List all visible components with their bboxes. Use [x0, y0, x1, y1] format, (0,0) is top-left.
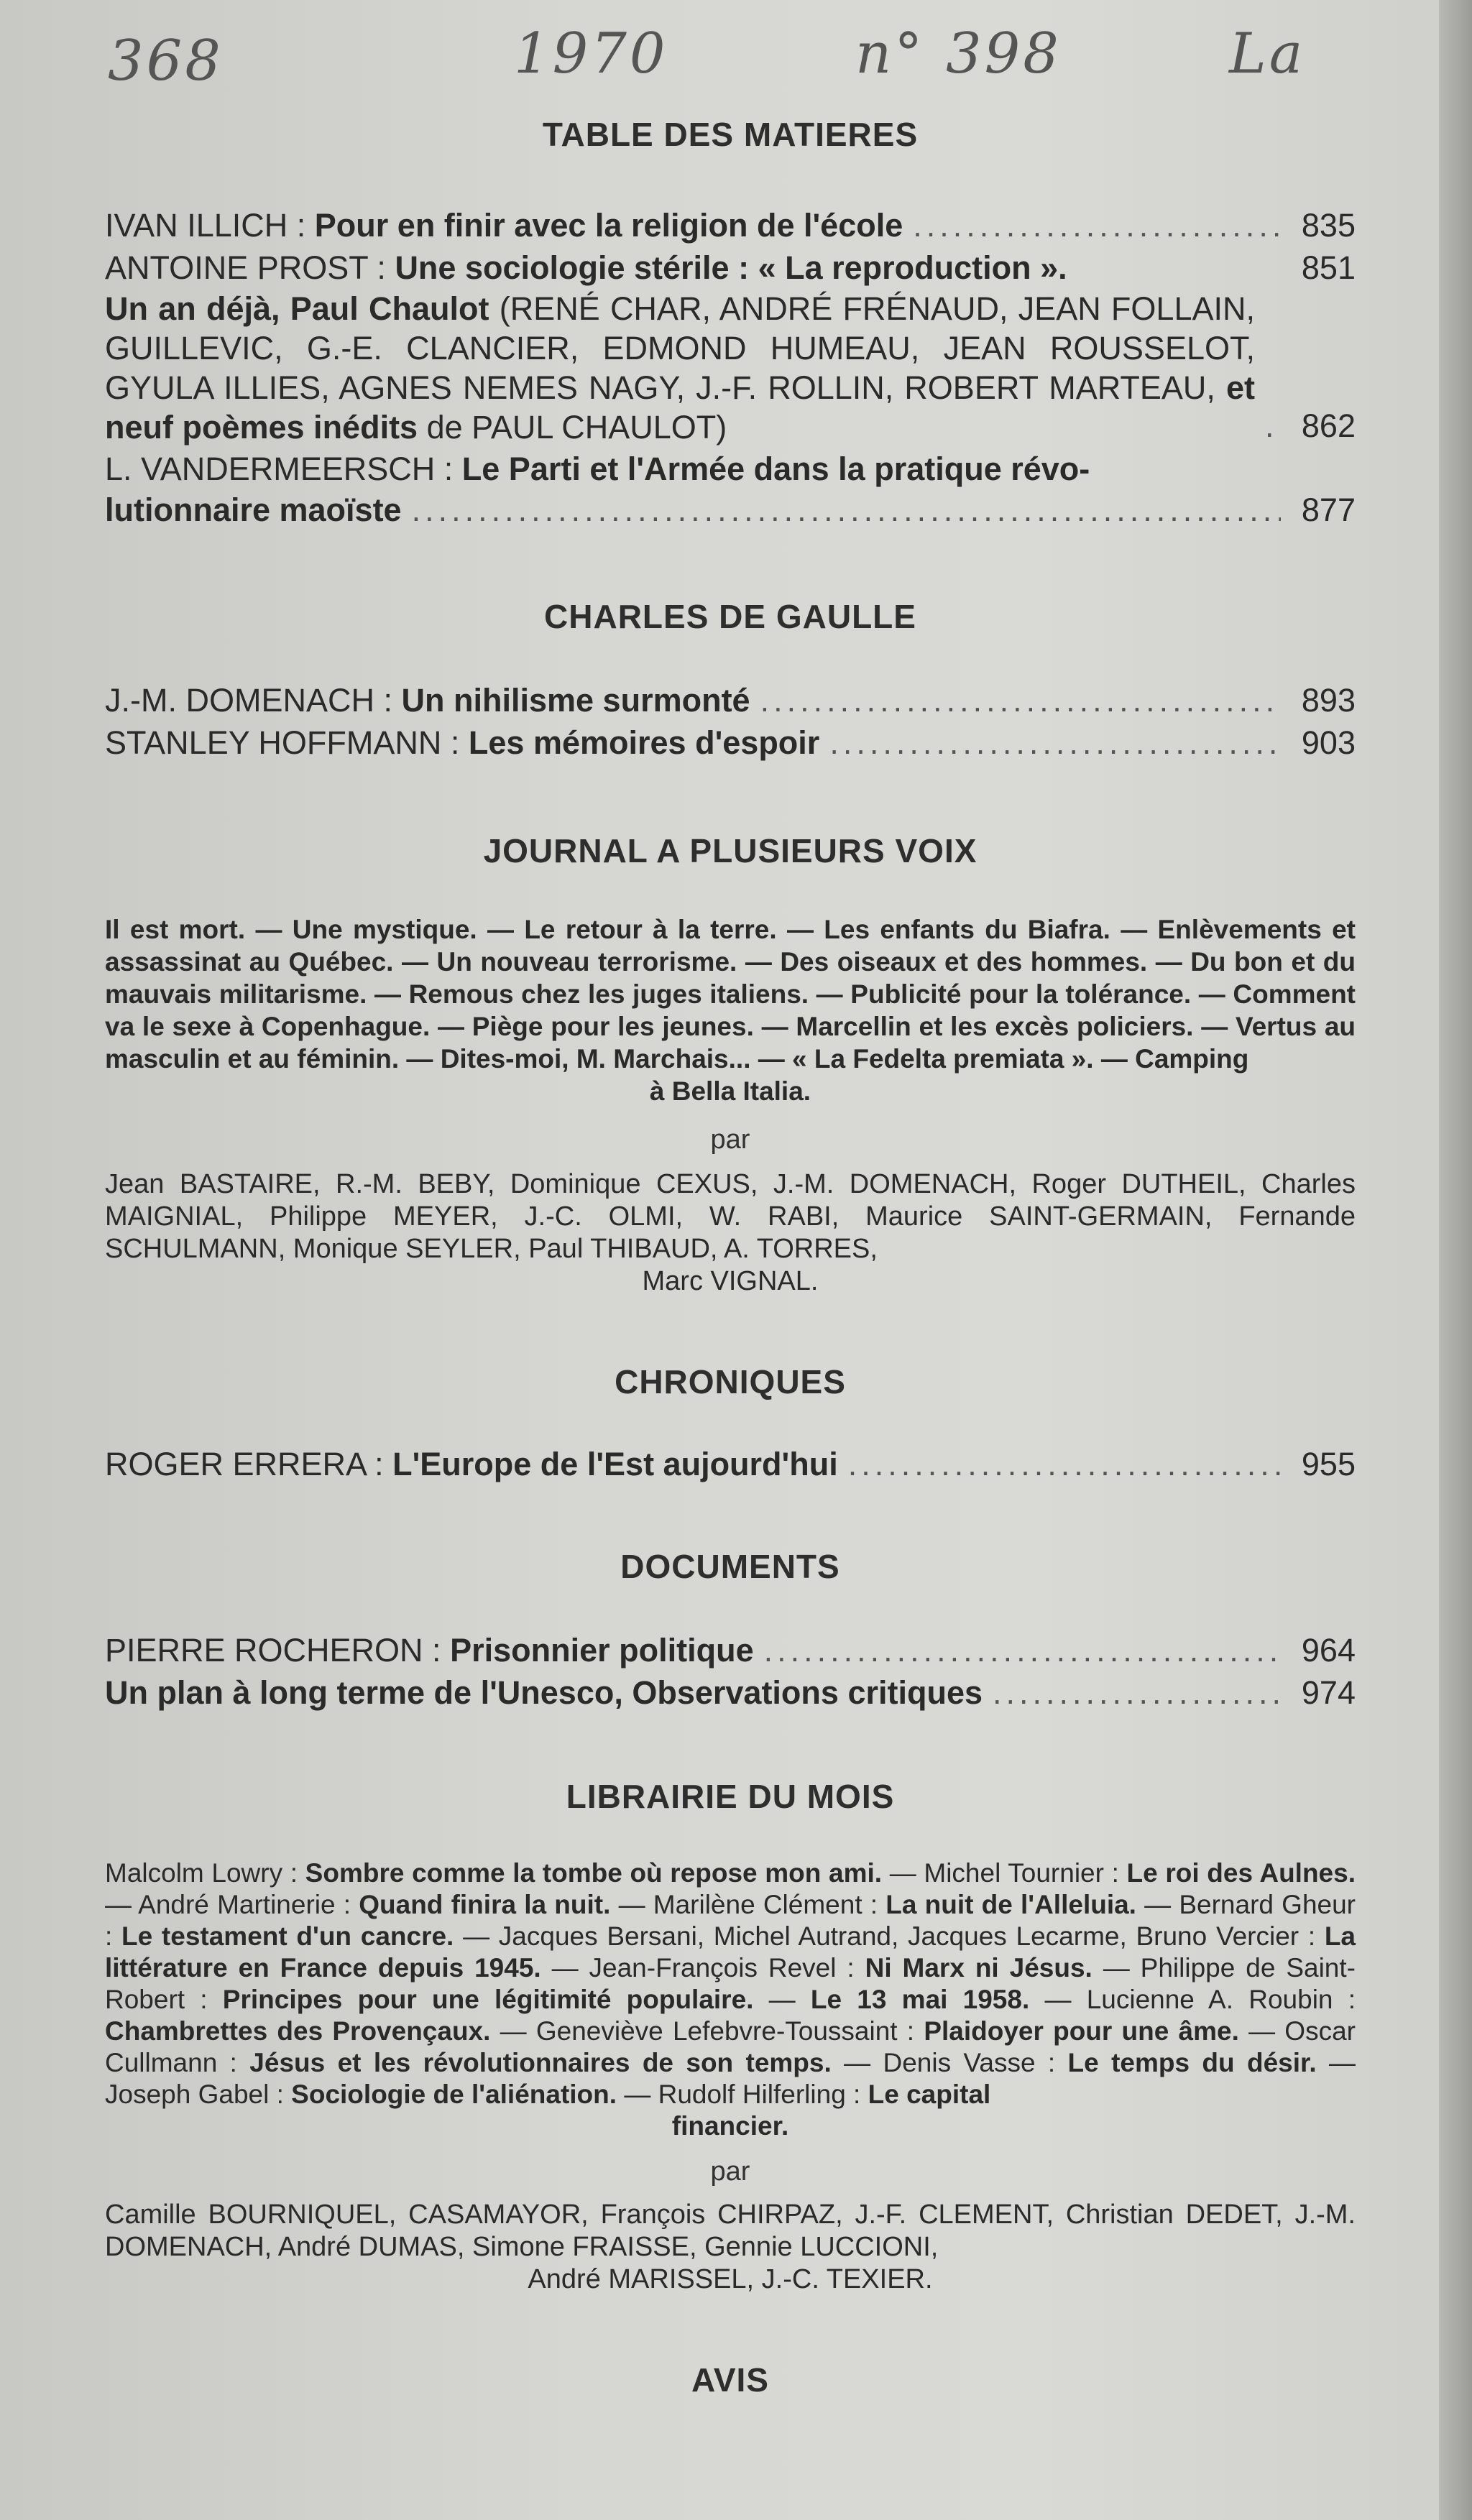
- toc-entry-vandermeersch: [105, 450, 1356, 489]
- leader-dots: [913, 204, 1281, 246]
- handwritten-number: 368: [108, 29, 224, 93]
- entry-title: Les mémoires d'espoir: [468, 724, 820, 761]
- entry-title-cont: lutionnaire maoïste: [105, 491, 402, 528]
- handwritten-issue: n° 398: [855, 22, 1062, 86]
- toc-entry-chaulot: [105, 289, 1356, 447]
- lib-title: Le roi des Aulnes.: [1126, 1858, 1356, 1888]
- section-title-gaulle: CHARLES DE GAULLE: [544, 598, 916, 635]
- lib-title: La nuit de l'Alleluia.: [886, 1890, 1136, 1919]
- entry-title: Un plan à long terme de l'Unesco, Observations critiques: [105, 1674, 983, 1711]
- leader-dots: [412, 489, 1281, 531]
- leader-dots: [1265, 405, 1281, 447]
- lib-author: Malcolm Lowry :: [105, 1858, 305, 1888]
- entry-tail: de PAUL CHAULOT): [426, 409, 727, 446]
- leader-dots: [829, 721, 1281, 764]
- entry-page: 862: [1301, 407, 1356, 444]
- entry-names: (RENÉ CHAR, ANDRÉ FRÉNAUD, JEAN FOLLAIN, GUILLEVIC, G.-E. CLANCIER, EDMOND HUMEAU, JEAN ROUSSELOT, GYULA ILLIES, AGNES NEMES NAGY, J.-F. ROLLIN, ROBERT MARTEAU,: [105, 290, 1255, 406]
- lib-title: Ni Marx ni Jésus.: [865, 1953, 1092, 1983]
- entry-author: ANTOINE PROST :: [105, 249, 386, 286]
- section-title-journal: JOURNAL A PLUSIEURS VOIX: [483, 832, 978, 869]
- section-title-documents: DOCUMENTS: [620, 1548, 840, 1585]
- lib-author: — Geneviève Lefebvre-Toussaint :: [490, 2016, 924, 2046]
- entry-page: 974: [1301, 1674, 1356, 1711]
- lib-author: — Jean-François Revel :: [540, 1953, 865, 1983]
- lib-author: — Jacques Bersani, Michel Autrand, Jacques Lecarme, Bruno Vercier :: [454, 1921, 1325, 1951]
- entry-page: 835: [1301, 207, 1356, 244]
- librairie-last: financier.: [671, 2111, 789, 2141]
- entry-title: Un an déjà, Paul Chaulot: [105, 290, 489, 327]
- lib-title: La littérature en France depuis 1945.: [105, 1921, 1356, 1983]
- entry-author: ROGER ERRERA :: [105, 1446, 384, 1482]
- lib-author: — Denis Vasse :: [831, 2048, 1068, 2077]
- lib-title: Sombre comme la tombe où repose mon ami.: [305, 1858, 883, 1888]
- entry-author: PIERRE ROCHERON :: [105, 1632, 441, 1669]
- lib-author: — Bernard Gheur :: [105, 1890, 1356, 1951]
- entry-author: J.-M. DOMENACH :: [105, 682, 392, 719]
- page-edge: [1439, 0, 1472, 2520]
- lib-title: Principes pour une légitimité populaire.: [222, 1985, 754, 2014]
- entry-title: Le Parti et l'Armée dans la pratique révo-: [461, 451, 1090, 487]
- section-title-librairie: LIBRAIRIE DU MOIS: [566, 1778, 895, 1815]
- lib-author: — Oscar Cullmann :: [105, 2016, 1356, 2077]
- lib-author: — Philippe de Saint-Robert :: [105, 1953, 1356, 2014]
- entry-author: L. VANDERMEERSCH :: [105, 451, 454, 487]
- journal-items-last: à Bella Italia.: [649, 1076, 811, 1106]
- section-title-chroniques: CHRONIQUES: [615, 1363, 846, 1400]
- toc-entry: [105, 1443, 1356, 1485]
- librairie-list: [105, 1857, 1356, 2110]
- lib-title: Quand finira la nuit.: [359, 1890, 611, 1919]
- lib-title: Le 13 mai 1958.: [810, 1985, 1030, 2014]
- lib-author: — Marilène Clément :: [610, 1890, 886, 1919]
- par-label: par: [710, 1125, 750, 1155]
- leader-dots: [764, 1629, 1281, 1671]
- par-label: par: [710, 2156, 750, 2187]
- entry-page: 877: [1301, 491, 1356, 528]
- handwritten-mark: La: [1229, 22, 1306, 86]
- leader-dots: [993, 1671, 1281, 1714]
- leader-dots: [848, 1443, 1281, 1485]
- section-title-avis: AVIS: [691, 2361, 769, 2399]
- lib-author: — Joseph Gabel :: [105, 2048, 1356, 2109]
- entry-page: 851: [1301, 249, 1356, 286]
- lib-author: — Lucienne A. Roubin :: [1029, 1985, 1356, 2014]
- toc-entry: [105, 1671, 1356, 1714]
- journal-contributors-last: Marc VIGNAL.: [642, 1266, 819, 1296]
- lib-title: Le capital: [868, 2080, 991, 2109]
- toc-entry: [105, 246, 1356, 289]
- journal-contributors: Jean BASTAIRE, R.-M. BEBY, Dominique CEXUS, J.-M. DOMENACH, Roger DUTHEIL, Charles MAIGNIAL, Philippe MEYER, J.-C. OLMI, W. RABI, Maurice SAINT-GERMAIN, Fernande SCHULMANN, Monique SEYLER, Paul THIBAUD, A. TORRES,: [105, 1169, 1356, 1264]
- lib-author: —: [753, 1985, 811, 2014]
- lib-title: Plaidoyer pour une âme.: [924, 2016, 1239, 2046]
- toc-title: TABLE DES MATIERES: [542, 116, 919, 153]
- toc-entry-vandermeersch-end: [105, 489, 1356, 531]
- librairie-contributors-last: André MARISSEL, J.-C. TEXIER.: [528, 2264, 933, 2294]
- entry-title-mid: et neuf poèmes inédits: [105, 369, 1255, 446]
- lib-title: Le temps du désir.: [1067, 2048, 1317, 2077]
- lib-title: Sociologie de l'aliénation.: [291, 2080, 617, 2109]
- lib-title: Chambrettes des Provençaux.: [105, 2016, 491, 2046]
- entry-title: Une sociologie stérile : « La reproduction ».: [395, 249, 1067, 286]
- lib-author: — Rudolf Hilferling :: [617, 2080, 868, 2109]
- entry-title: Pour en finir avec la religion de l'école: [314, 207, 903, 244]
- toc-entry: [105, 1629, 1356, 1671]
- journal-items: Il est mort. — Une mystique. — Le retour à la terre. — Les enfants du Biafra. — Enlèvements et assassinat au Québec. — Un nouveau terrorisme. — Des oiseaux et des hommes. — Du bon et du mauvais militarisme. — Remous chez les juges italiens. — Publicité pour la tolérance. — Comment va le sexe à Copenhague. — Piège pour les jeunes. — Marcellin et les excès policiers. — Vertus au masculin et au féminin. — Dites-moi, M. Marchais... — « La Fedelta premiata ». — Camping: [105, 915, 1356, 1074]
- toc-entry: [105, 204, 1356, 246]
- entry-page: 893: [1301, 682, 1356, 719]
- lib-author: — André Martinerie :: [105, 1890, 359, 1919]
- toc-entry: [105, 721, 1356, 764]
- entry-page: 903: [1301, 724, 1356, 761]
- table-of-contents: [105, 115, 1356, 2399]
- lib-title: Jésus et les révolutionnaires de son temps.: [249, 2048, 832, 2077]
- lib-author: — Michel Tournier :: [882, 1858, 1127, 1888]
- toc-entry: [105, 679, 1356, 721]
- librairie-contributors: Camille BOURNIQUEL, CASAMAYOR, François CHIRPAZ, J.-F. CLEMENT, Christian DEDET, J.-M. DOMENACH, André DUMAS, Simone FRAISSE, Gennie LUCCIONI,: [105, 2200, 1356, 2262]
- lib-title: Le testament d'un cancre.: [121, 1921, 454, 1951]
- leader-dots: [760, 679, 1281, 721]
- handwritten-year: 1970: [514, 22, 668, 86]
- entry-author: IVAN ILLICH :: [105, 207, 306, 244]
- entry-title: L'Europe de l'Est aujourd'hui: [392, 1446, 838, 1482]
- entry-title: Prisonnier politique: [450, 1632, 754, 1669]
- entry-author: STANLEY HOFFMANN :: [105, 724, 460, 761]
- entry-title: Un nihilisme surmonté: [401, 682, 750, 719]
- entry-page: 955: [1301, 1446, 1356, 1482]
- entry-page: 964: [1301, 1632, 1356, 1669]
